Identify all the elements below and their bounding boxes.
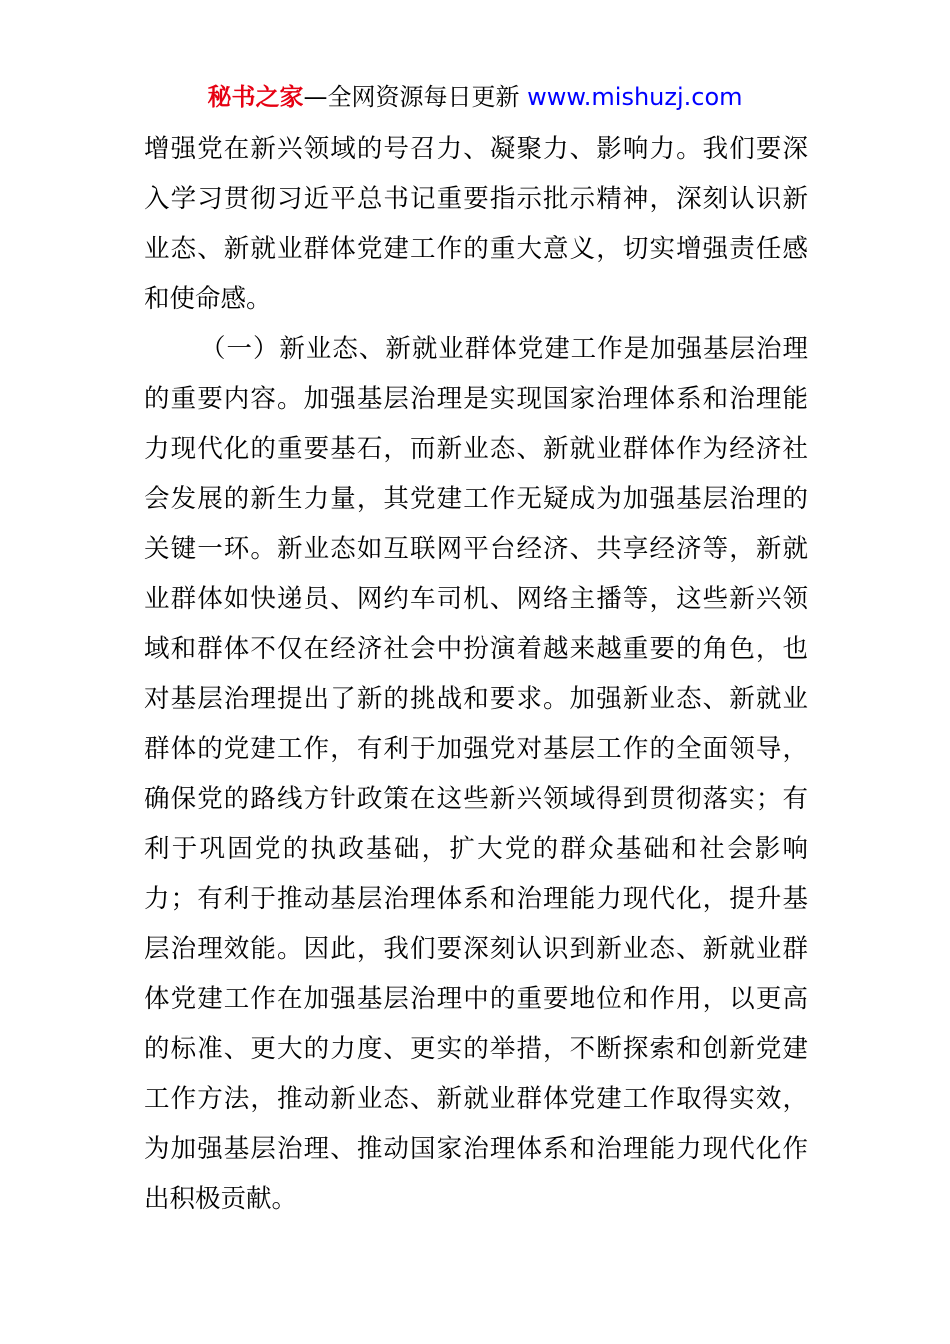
site-tagline: —全网资源每日更新 [303,83,520,111]
text-line: 入学习贯彻习近平总书记重要指示批示精神，深刻认识新 [144,184,808,214]
text-line: 工作方法，推动新业态、新就业群体党建工作取得实效， [144,1084,808,1114]
text-line: 关键一环。新业态如互联网平台经济、共享经济等，新就 [144,534,808,564]
site-brand: 秘书之家 [207,83,304,111]
text-line: 确保党的路线方针政策在这些新兴领域得到贯彻落实；有 [144,784,808,814]
text-line: 和使命感。 [144,284,272,314]
document-body [144,124,808,1224]
text-line: 群体的党建工作，有利于加强党对基层工作的全面领导， [144,734,808,764]
text-line: 增强党在新兴领域的号召力、凝聚力、影响力。我们要深 [144,134,808,164]
paragraph-1 [144,124,808,324]
text-line: 业群体如快递员、网约车司机、网络主播等，这些新兴领 [144,584,808,614]
text-line: 为加强基层治理、推动国家治理体系和治理能力现代化作 [144,1134,808,1164]
text-line: 利于巩固党的执政基础，扩大党的群众基础和社会影响 [144,834,808,864]
text-line: 的标准、更大的力度、更实的举措，不断探索和创新党建 [144,1034,808,1064]
text-line: 域和群体不仅在经济社会中扮演着越来越重要的角色，也 [144,634,808,664]
text-line: 会发展的新生力量，其党建工作无疑成为加强基层治理的 [144,484,808,514]
paragraph-2 [144,324,808,1224]
page-header [0,80,950,114]
site-url-link[interactable]: www.mishuzj.com [527,83,743,111]
text-line: 力现代化的重要基石，而新业态、新就业群体作为经济社 [144,434,808,464]
text-line: 力；有利于推动基层治理体系和治理能力现代化，提升基 [144,884,808,914]
text-line: 体党建工作在加强基层治理中的重要地位和作用，以更高 [144,984,808,1014]
text-line: 业态、新就业群体党建工作的重大意义，切实增强责任感 [144,234,808,264]
text-line: 的重要内容。加强基层治理是实现国家治理体系和治理能 [144,384,808,414]
text-line: （一）新业态、新就业群体党建工作是加强基层治理 [200,334,808,364]
text-line: 对基层治理提出了新的挑战和要求。加强新业态、新就业 [144,684,808,714]
text-line: 出积极贡献。 [144,1184,298,1214]
text-line: 层治理效能。因此，我们要深刻认识到新业态、新就业群 [144,934,808,964]
